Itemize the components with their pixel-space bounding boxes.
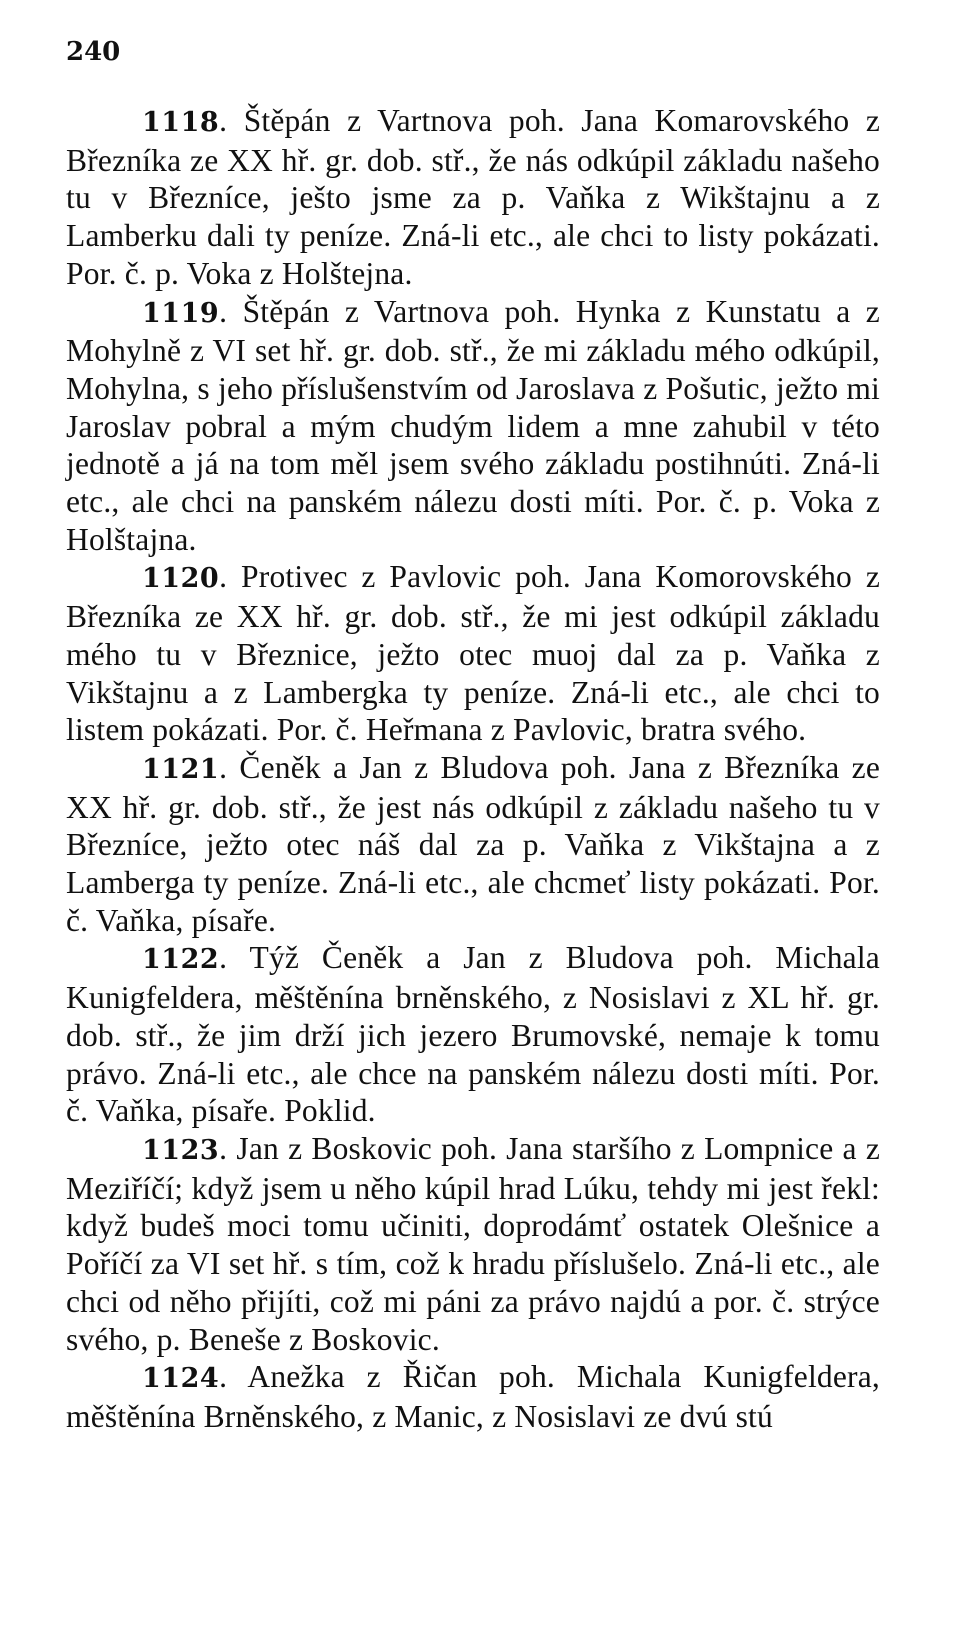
- entry-number-dot: .: [219, 940, 250, 976]
- entry-number: 1120: [142, 563, 220, 595]
- entry: [66, 1130, 880, 1358]
- entry: [66, 749, 880, 940]
- entry-number: 1121: [142, 753, 220, 785]
- entry: [66, 939, 880, 1130]
- page-number: 240: [66, 37, 121, 67]
- entry-number: 1123: [142, 1134, 220, 1166]
- entry-list: [66, 102, 880, 1436]
- entry-number: 1119: [142, 297, 220, 329]
- entry-number-dot: .: [219, 749, 240, 785]
- entry: [66, 558, 880, 749]
- entry-number: 1124: [142, 1363, 220, 1395]
- entry: [66, 293, 880, 559]
- entry-text: Týž Čeněk a Jan z Bludova poh. Michala Kunigfeldera, měštěnína brněnského, z Nosislavi z XL hř. gr. dob. stř., že jim drží jich jezero Brumovské, nemaje k tomu právo. Zná-li etc., ale chce na panském nálezu dosti míti. Por. č. Vaňka, písaře. Poklid.: [66, 940, 880, 1129]
- entry: [66, 102, 880, 293]
- entry-text: Štěpán z Vartnova poh. Hynka z Kunstatu a z Mohylně z VI set hř. gr. dob. stř., že mi základu mého odkúpil, Mohylna, s jeho příslušenstvím od Jaroslava z Pošutic, ježto mi Jaroslav pobral a mým chudým lidem a mne zahubil v této jednotě a já na tom měl jsem svého základu postihnúti. Zná-li etc., ale chci na panském nálezu dosti míti. Por. č. p. Voka z Holštajna.: [66, 293, 880, 557]
- entry-number-dot: .: [219, 293, 243, 329]
- entry-number: 1122: [142, 944, 220, 976]
- entry: [66, 1358, 880, 1435]
- entry-text: Anežka z Řičan poh. Michala Kunigfeldera, měštěnína Brněnského, z Manic, z Nosislavi ze dvú stú: [66, 1359, 880, 1434]
- entry-text: Jan z Boskovic poh. Jana staršího z Lompnice a z Meziříčí; když jsem u něho kúpil hrad Lúku, tehdy mi jest řekl: když budeš moci tomu učiniti, doprodámť ostatek Olešnice a Poříčí za VI set hř. s tím, což k hradu příslušelo. Zná-li etc., ale chci od něho přijíti, což mi páni za právo najdú a por. č. strýce svého, p. Beneše z Boskovic.: [66, 1130, 880, 1357]
- entry-text: Štěpán z Vartnova poh. Jana Komarovského z Březníka ze XX hř. gr. dob. stř., že nás odkúpil základu našeho tu v Březníce, ješto jsme za p. Vaňka z Wikštajnu a z Lamberku dali ty peníze. Zná-li etc., ale chci to listy pokázati. Por. č. p. Voka z Holštejna.: [66, 103, 880, 291]
- entry-text: Protivec z Pavlovic poh. Jana Komorovského z Březníka ze XX hř. gr. dob. stř., že mi jest odkúpil základu mého tu v Březnice, ježto otec muoj dal za p. Vaňka z Vikštajnu a z Lambergka ty peníze. Zná-li etc., ale chci to listem pokázati. Por. č. Heřmana z Pavlovic, bratra svého.: [66, 559, 880, 748]
- entry-number-dot: .: [219, 1130, 237, 1166]
- entry-number: 1118: [142, 107, 220, 138]
- entry-number-dot: .: [219, 103, 244, 138]
- entry-number-dot: .: [219, 1359, 248, 1395]
- entry-text: Čeněk a Jan z Bludova poh. Jana z Březníka ze XX hř. gr. dob. stř., že jest nás odkúpil z základu našeho tu v Březníce, ježto otec náš dal za p. Vaňka z Vikštajna a z Lamberga ty peníze. Zná-li etc., ale chcmeť listy pokázati. Por. č. Vaňka, písaře.: [66, 749, 880, 938]
- entry-number-dot: .: [219, 559, 242, 595]
